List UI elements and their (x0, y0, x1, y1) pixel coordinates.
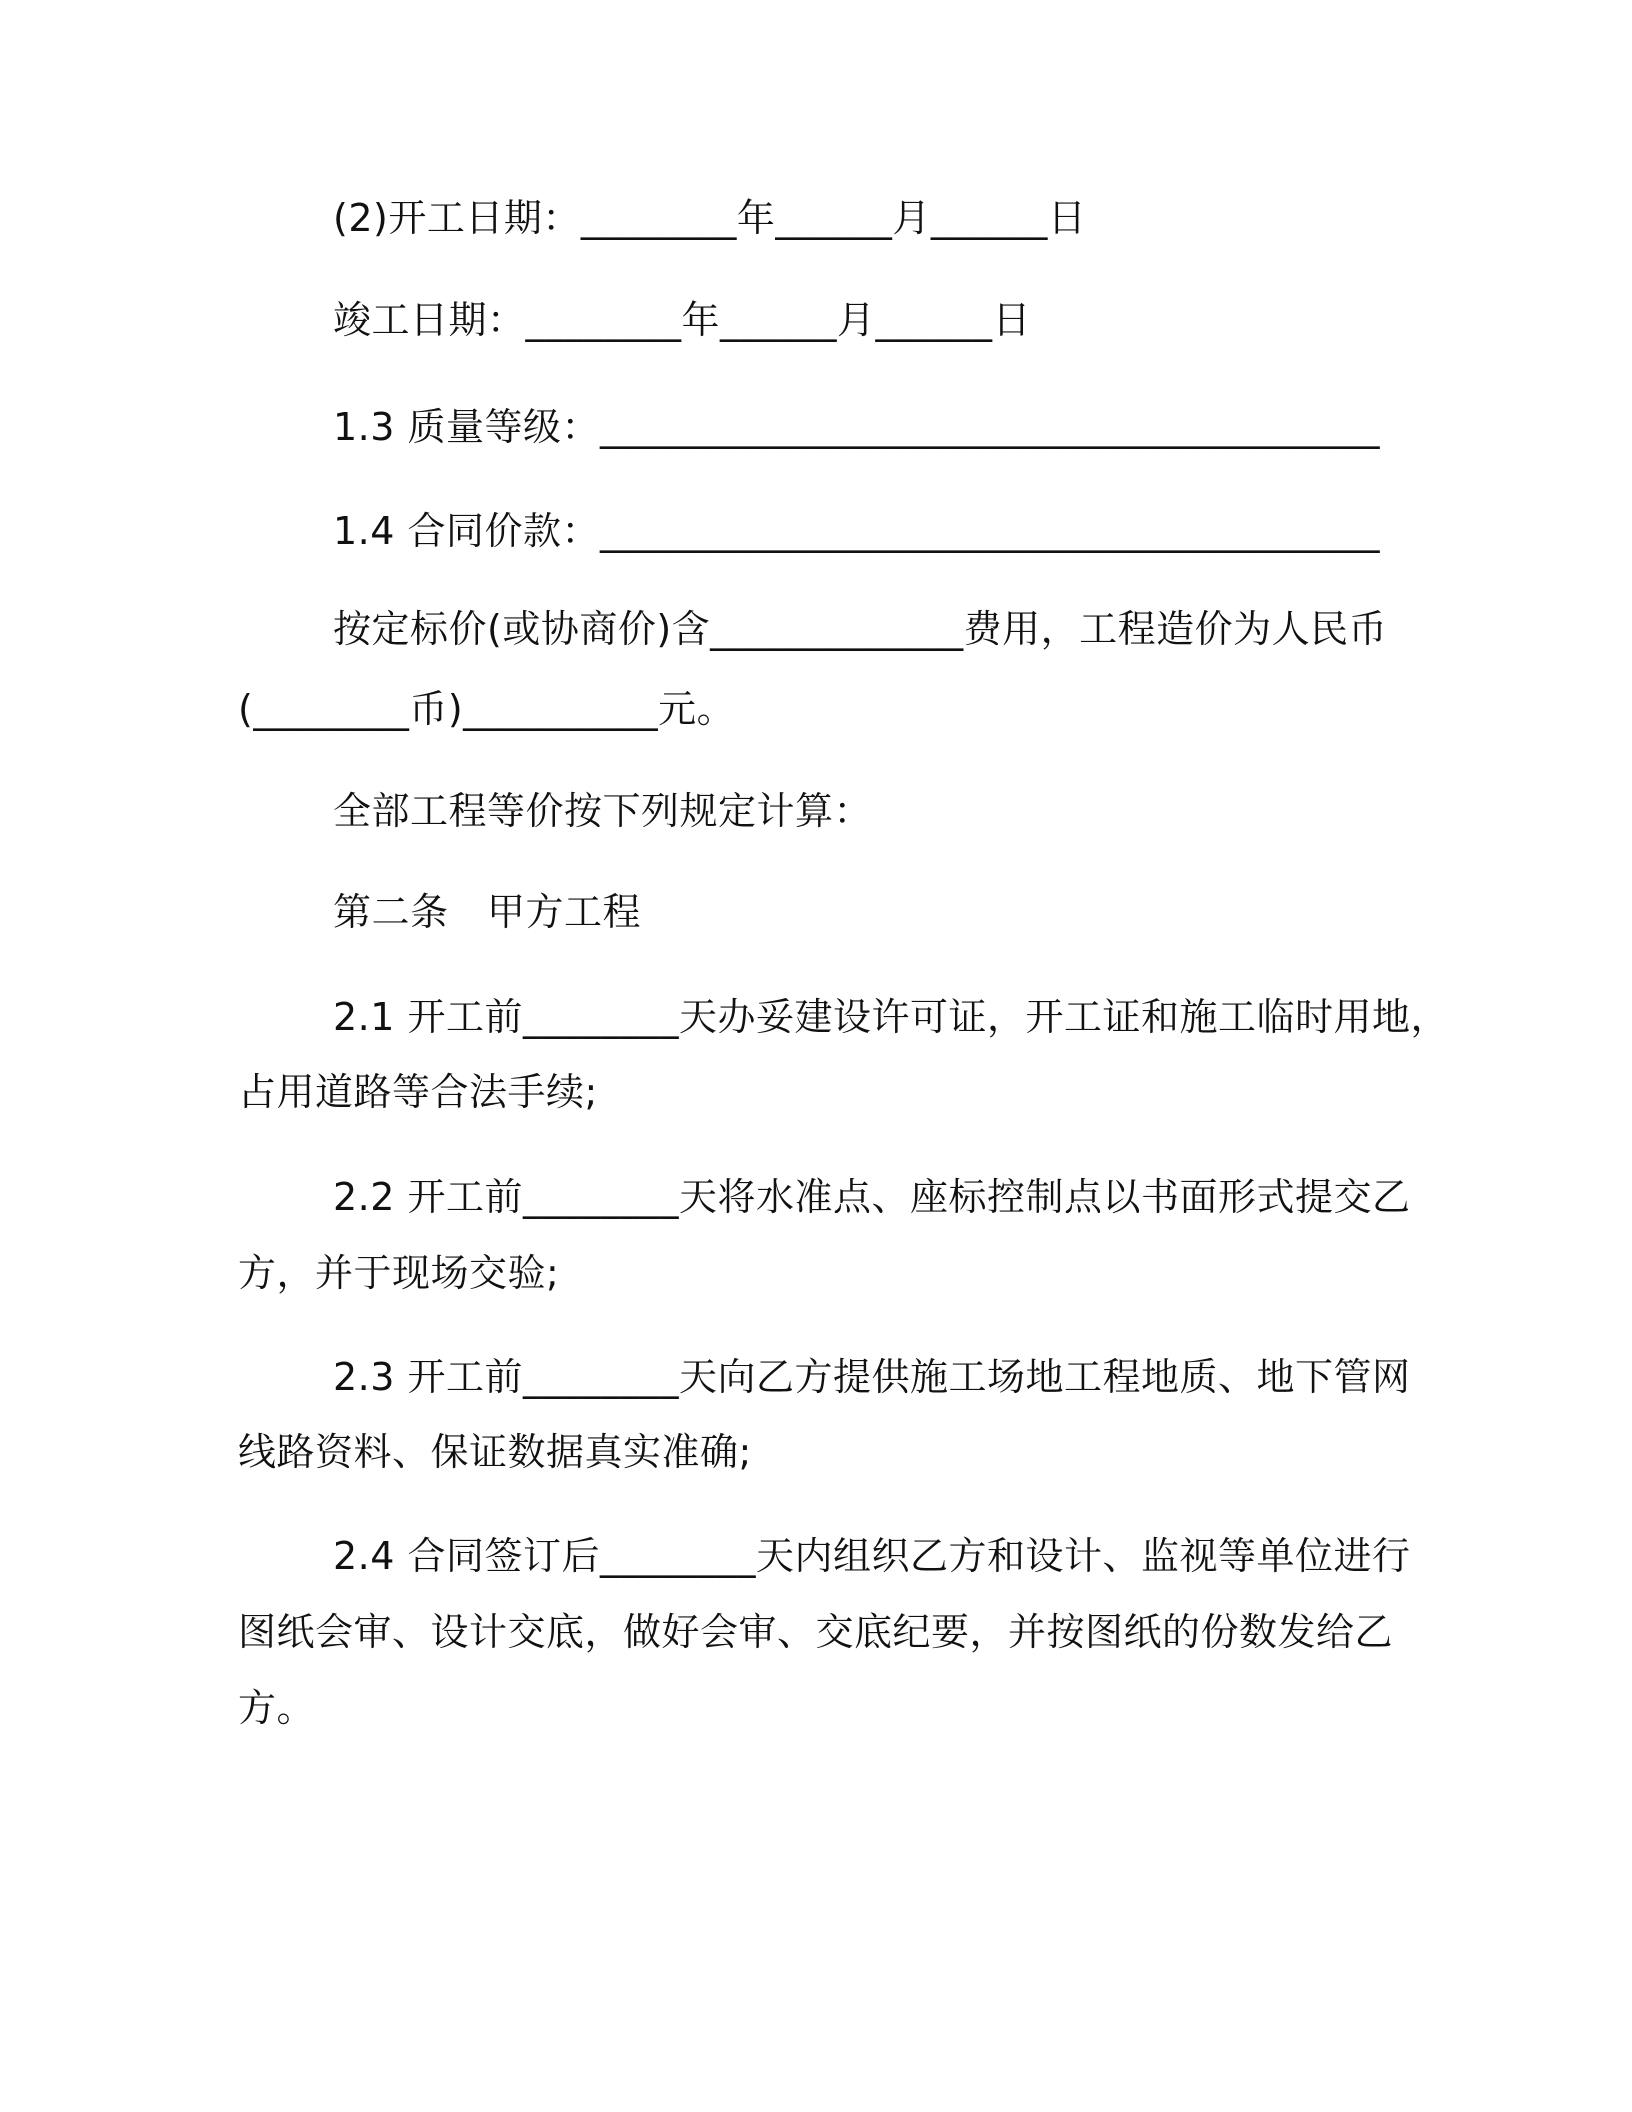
clause-2-1-line-1: 2.1 开工前________天办妥建设许可证，开工证和施工临时用地， (333, 995, 1450, 1039)
price-paragraph-line-1: 按定标价(或协商价)含_____________费用，工程造价为人民币 (333, 607, 1388, 651)
price-paragraph-line-2: (________币)__________元。 (238, 687, 736, 731)
start-date-line: (2)开工日期：________年______月______日 (333, 196, 1087, 240)
contract-price-line: 1.4 合同价款：________________________________________ (333, 509, 1381, 553)
clause-2-3-line-2: 线路资料、保证数据真实准确; (238, 1430, 752, 1474)
clause-2-4-line-3: 方。 (238, 1686, 316, 1730)
clause-2-3-line-1: 2.3 开工前________天向乙方提供施工场地工程地质、地下管网 (333, 1355, 1411, 1399)
clause-2-2-line-2: 方，并于现场交验; (238, 1251, 560, 1295)
clause-2-4-line-2: 图纸会审、设计交底，做好会审、交底纪要，并按图纸的份数发给乙 (238, 1610, 1394, 1654)
clause-2-2-line-1: 2.2 开工前________天将水准点、座标控制点以书面形式提交乙 (333, 1175, 1411, 1219)
clause-2-4-line-1: 2.4 合同签订后________天内组织乙方和设计、监视等单位进行 (333, 1534, 1411, 1578)
calculation-rule-line: 全部工程等价按下列规定计算： (333, 789, 873, 833)
completion-date-line: 竣工日期：________年______月______日 (333, 298, 1032, 342)
quality-grade-line: 1.3 质量等级：________________________________________ (333, 405, 1381, 449)
article-two-heading: 第二条 甲方工程 (333, 890, 642, 934)
clause-2-1-line-2: 占用道路等合法手续; (238, 1070, 598, 1114)
